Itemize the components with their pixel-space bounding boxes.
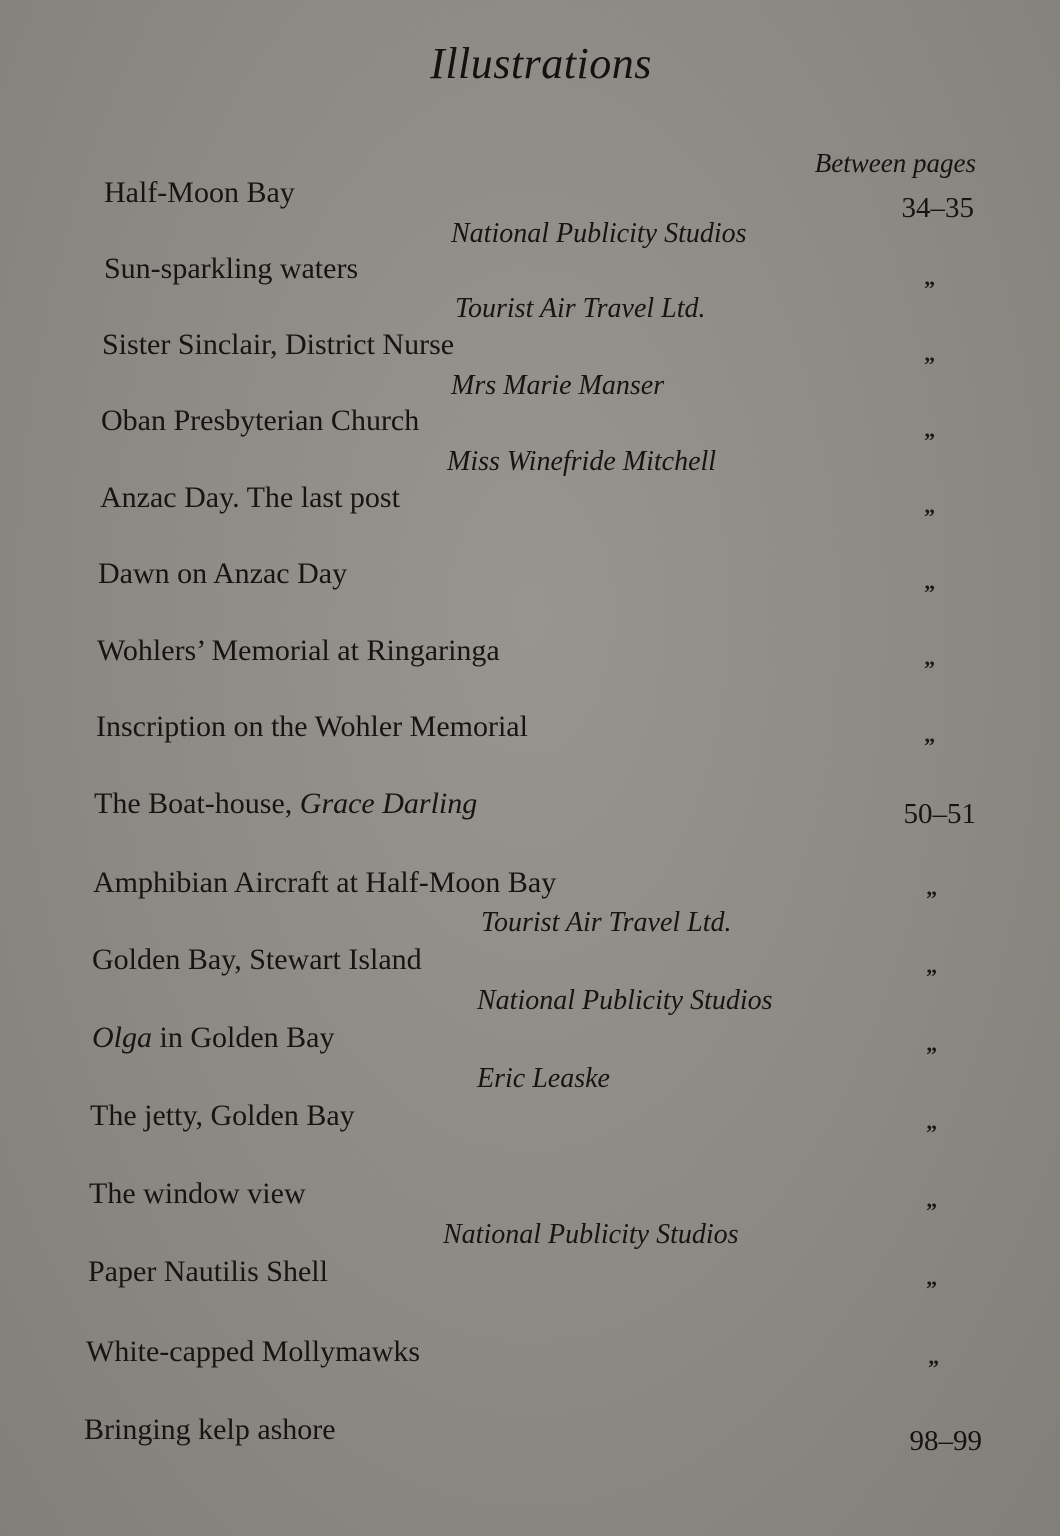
entry-credit: Tourist Air Travel Ltd.	[455, 293, 706, 324]
ditto-mark: ”	[924, 504, 934, 529]
entry-pages: 98–99	[909, 1425, 982, 1457]
ditto-mark: ”	[924, 428, 934, 453]
entry-caption: Sun-sparkling waters	[104, 252, 359, 285]
ditto-mark: ”	[928, 1355, 938, 1380]
entry-credit: National Publicity Studios	[443, 1219, 739, 1250]
ditto-mark: ”	[924, 352, 934, 377]
ditto-mark: ”	[924, 276, 934, 301]
ditto-mark: ”	[926, 1198, 936, 1223]
caption-text: The Boat-house,	[94, 787, 300, 820]
ditto-mark: ”	[926, 1042, 936, 1067]
caption-italic-text: Olga	[92, 1021, 152, 1054]
ditto-mark: ”	[924, 656, 934, 681]
entry-caption: Dawn on Anzac Day	[98, 557, 348, 590]
entry-caption: Oban Presbyterian Church	[101, 404, 420, 437]
entry-credit: Mrs Marie Manser	[451, 370, 665, 401]
column-header-between-pages: Between pages	[814, 148, 976, 178]
entry-caption: Golden Bay, Stewart Island	[92, 943, 422, 976]
entry-caption: Wohlers’ Memorial at Ringaringa	[97, 634, 500, 667]
ditto-mark: ”	[926, 1120, 936, 1145]
entry-caption: The jetty, Golden Bay	[90, 1099, 355, 1132]
entry-caption: Bringing kelp ashore	[84, 1413, 336, 1446]
entry-caption: White-capped Mollymawks	[86, 1335, 421, 1368]
entry-credit: National Publicity Studios	[477, 985, 773, 1016]
caption-italic-text: Grace Darling	[299, 787, 478, 820]
entry-pages: 34–35	[901, 192, 974, 224]
caption-text: in Golden Bay	[152, 1021, 335, 1054]
ditto-mark: ”	[926, 964, 936, 989]
ditto-mark: ”	[926, 1276, 936, 1301]
entry-credit: Miss Winefride Mitchell	[447, 446, 717, 477]
entry-caption: Sister Sinclair, District Nurse	[102, 328, 455, 361]
entry-credit: Tourist Air Travel Ltd.	[481, 907, 732, 938]
entry-credit: Eric Leaske	[477, 1063, 610, 1094]
entry-caption: Anzac Day. The last post	[100, 481, 400, 514]
ditto-mark: ”	[924, 733, 934, 758]
ditto-mark: ”	[926, 886, 936, 911]
entry-caption: Amphibian Aircraft at Half-Moon Bay	[93, 866, 557, 899]
entry-caption: Paper Nautilis Shell	[88, 1255, 328, 1288]
entry-caption	[92, 1021, 334, 1055]
entry-caption	[94, 787, 477, 821]
entry-pages: 50–51	[903, 798, 976, 830]
entry-caption: Half-Moon Bay	[104, 176, 295, 209]
entry-caption: Inscription on the Wohler Memorial	[96, 710, 528, 743]
page-title: Illustrations	[430, 39, 652, 88]
ditto-mark: ”	[924, 580, 934, 605]
entry-credit: National Publicity Studios	[451, 218, 747, 249]
entry-caption: The window view	[89, 1177, 306, 1210]
